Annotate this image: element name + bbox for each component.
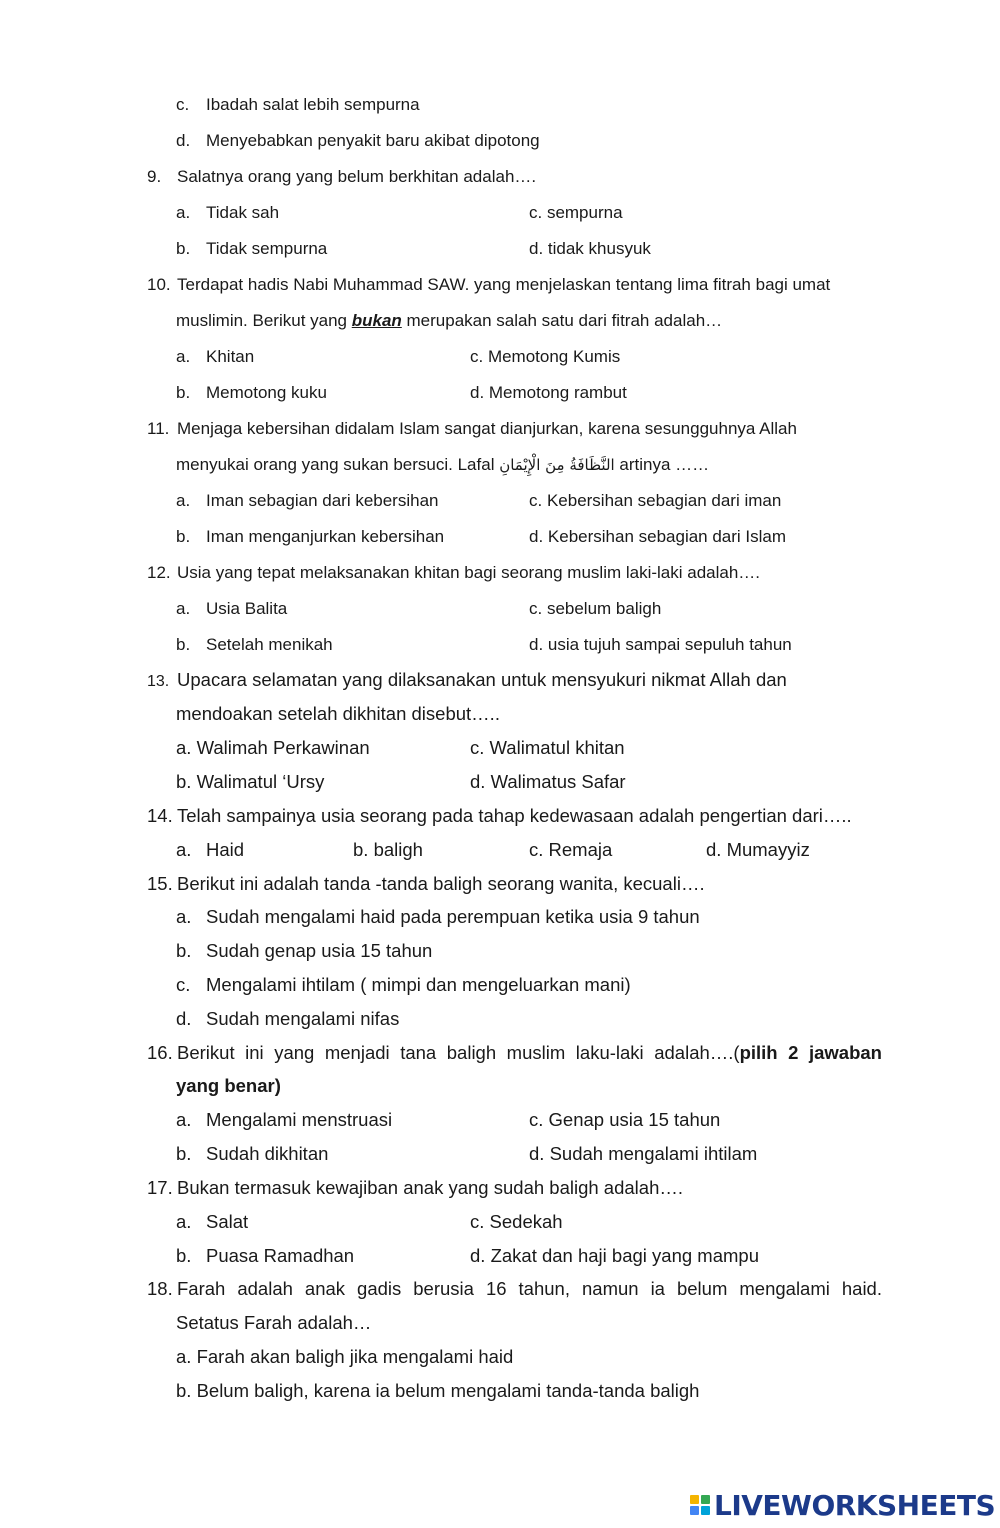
q16-question-line2: yang benar): [176, 1075, 281, 1096]
q12-option-d[interactable]: d. usia tujuh sampai sepuluh tahun: [529, 635, 792, 654]
q9-option-d[interactable]: d. tidak khusyuk: [529, 239, 651, 258]
q13-question-line1: 13. Upacara selamatan yang dilaksanakan untuk mensyukuri nikmat Allah dan: [147, 669, 787, 690]
liveworksheets-logo[interactable]: [690, 1488, 995, 1522]
q18-option-a[interactable]: a. Farah akan baligh jika mengalami haid: [176, 1346, 514, 1367]
q9-option-a[interactable]: a. Tidak sah: [176, 203, 280, 222]
q15-option-b[interactable]: b. Sudah genap usia 15 tahun: [176, 940, 433, 961]
q11-option-d[interactable]: d. Kebersihan sebagian dari Islam: [529, 527, 787, 546]
q10-question-line1: 10. Terdapat hadis Nabi Muhammad SAW. yang menjelaskan tentang lima fitrah bagi umat: [147, 275, 831, 294]
q11-question-line2: menyukai orang yang sukan bersuci. Lafal النَّظَافَةُ مِنَ الْإِيْمَانِ artinya ……: [176, 455, 710, 474]
q18-question-line1: 18. Farah adalah anak gadis berusia 16 tahun, namun ia belum mengalami haid.: [147, 1278, 882, 1299]
q14-option-d[interactable]: d. Mumayyiz: [706, 839, 810, 860]
q8-option-d[interactable]: d. Menyebabkan penyakit baru akibat dipotong: [176, 131, 540, 150]
q14-option-a[interactable]: a. Haid: [176, 839, 245, 860]
q17-option-c[interactable]: c. Sedekah: [470, 1211, 563, 1232]
emphasis-bukan: bukan: [351, 311, 402, 330]
q13-option-c[interactable]: c. Walimatul khitan: [470, 737, 625, 758]
q13-option-d[interactable]: d. Walimatus Safar: [470, 771, 626, 792]
q11-option-b[interactable]: b. Iman menganjurkan kebersihan: [176, 527, 445, 546]
q17-option-a[interactable]: a. Salat: [176, 1211, 249, 1232]
q10-question-line2: muslimin. Berikut yang bukan merupakan salah satu dari fitrah adalah…: [176, 311, 723, 330]
liveworksheets-brand-text: LIVEWORKSHEETS: [714, 1488, 996, 1522]
arabic-phrase: النَّظَافَةُ مِنَ الْإِيْمَانِ: [499, 456, 615, 474]
q11-question-line1: 11. Menjaga kebersihan didalam Islam sangat dianjurkan, karena sesungguhnya Allah: [147, 419, 797, 438]
q8-option-c[interactable]: c. Ibadah salat lebih sempurna: [176, 95, 420, 114]
q15-question: 15. Berikut ini adalah tanda -tanda baligh seorang wanita, kecuali….: [147, 873, 705, 894]
q17-question: 17. Bukan termasuk kewajiban anak yang sudah baligh adalah….: [147, 1177, 683, 1198]
q12-question: 12. Usia yang tepat melaksanakan khitan bagi seorang muslim laki-laki adalah….: [147, 563, 761, 582]
q11-option-a[interactable]: a. Iman sebagian dari kebersihan: [176, 491, 439, 510]
q16-option-d[interactable]: d. Sudah mengalami ihtilam: [529, 1143, 758, 1164]
q17-option-d[interactable]: d. Zakat dan haji bagi yang mampu: [470, 1245, 759, 1266]
q13-question-line2: mendoakan setelah dikhitan disebut…..: [176, 703, 500, 724]
q14-option-c[interactable]: c. Remaja: [529, 839, 613, 860]
q9-option-b[interactable]: b. Tidak sempurna: [176, 239, 328, 258]
q10-option-d[interactable]: d. Memotong rambut: [470, 383, 627, 402]
q9-option-c[interactable]: c. sempurna: [529, 203, 623, 222]
q13-option-b[interactable]: b. Walimatul ‘Ursy: [176, 771, 325, 792]
q14-option-b[interactable]: b. baligh: [353, 839, 423, 860]
q18-question-line2: Setatus Farah adalah…: [176, 1312, 372, 1333]
q12-option-b[interactable]: b. Setelah menikah: [176, 635, 333, 654]
liveworksheets-logo-icon: [690, 1495, 710, 1515]
q10-option-c[interactable]: c. Memotong Kumis: [470, 347, 621, 366]
q10-option-a[interactable]: a. Khitan: [176, 347, 255, 366]
q15-option-d[interactable]: d. Sudah mengalami nifas: [176, 1008, 400, 1029]
q10-option-b[interactable]: b. Memotong kuku: [176, 383, 327, 402]
q9-question: 9. Salatnya orang yang belum berkhitan adalah….: [147, 167, 537, 186]
q15-option-c[interactable]: c. Mengalami ihtilam ( mimpi dan mengeluarkan mani): [176, 974, 631, 995]
q15-option-a[interactable]: a. Sudah mengalami haid pada perempuan ketika usia 9 tahun: [176, 906, 700, 927]
q17-option-b[interactable]: b. Puasa Ramadhan: [176, 1245, 355, 1266]
q16-option-b[interactable]: b. Sudah dikhitan: [176, 1143, 329, 1164]
q16-question-line1: 16. Berikut ini yang menjadi tana baligh muslim laku-laki adalah….(pilih 2 jawaban: [147, 1042, 882, 1063]
q12-option-c[interactable]: c. sebelum baligh: [529, 599, 662, 618]
q18-option-b[interactable]: b. Belum baligh, karena ia belum mengalami tanda-tanda baligh: [176, 1380, 700, 1401]
q11-option-c[interactable]: c. Kebersihan sebagian dari iman: [529, 491, 782, 510]
q13-option-a[interactable]: a. Walimah Perkawinan: [176, 737, 370, 758]
q14-question: 14. Telah sampainya usia seorang pada tahap kedewasaan adalah pengertian dari…..: [147, 805, 852, 826]
q16-option-a[interactable]: a. Mengalami menstruasi: [176, 1109, 393, 1130]
q16-option-c[interactable]: c. Genap usia 15 tahun: [529, 1109, 721, 1130]
q12-option-a[interactable]: a. Usia Balita: [176, 599, 288, 618]
